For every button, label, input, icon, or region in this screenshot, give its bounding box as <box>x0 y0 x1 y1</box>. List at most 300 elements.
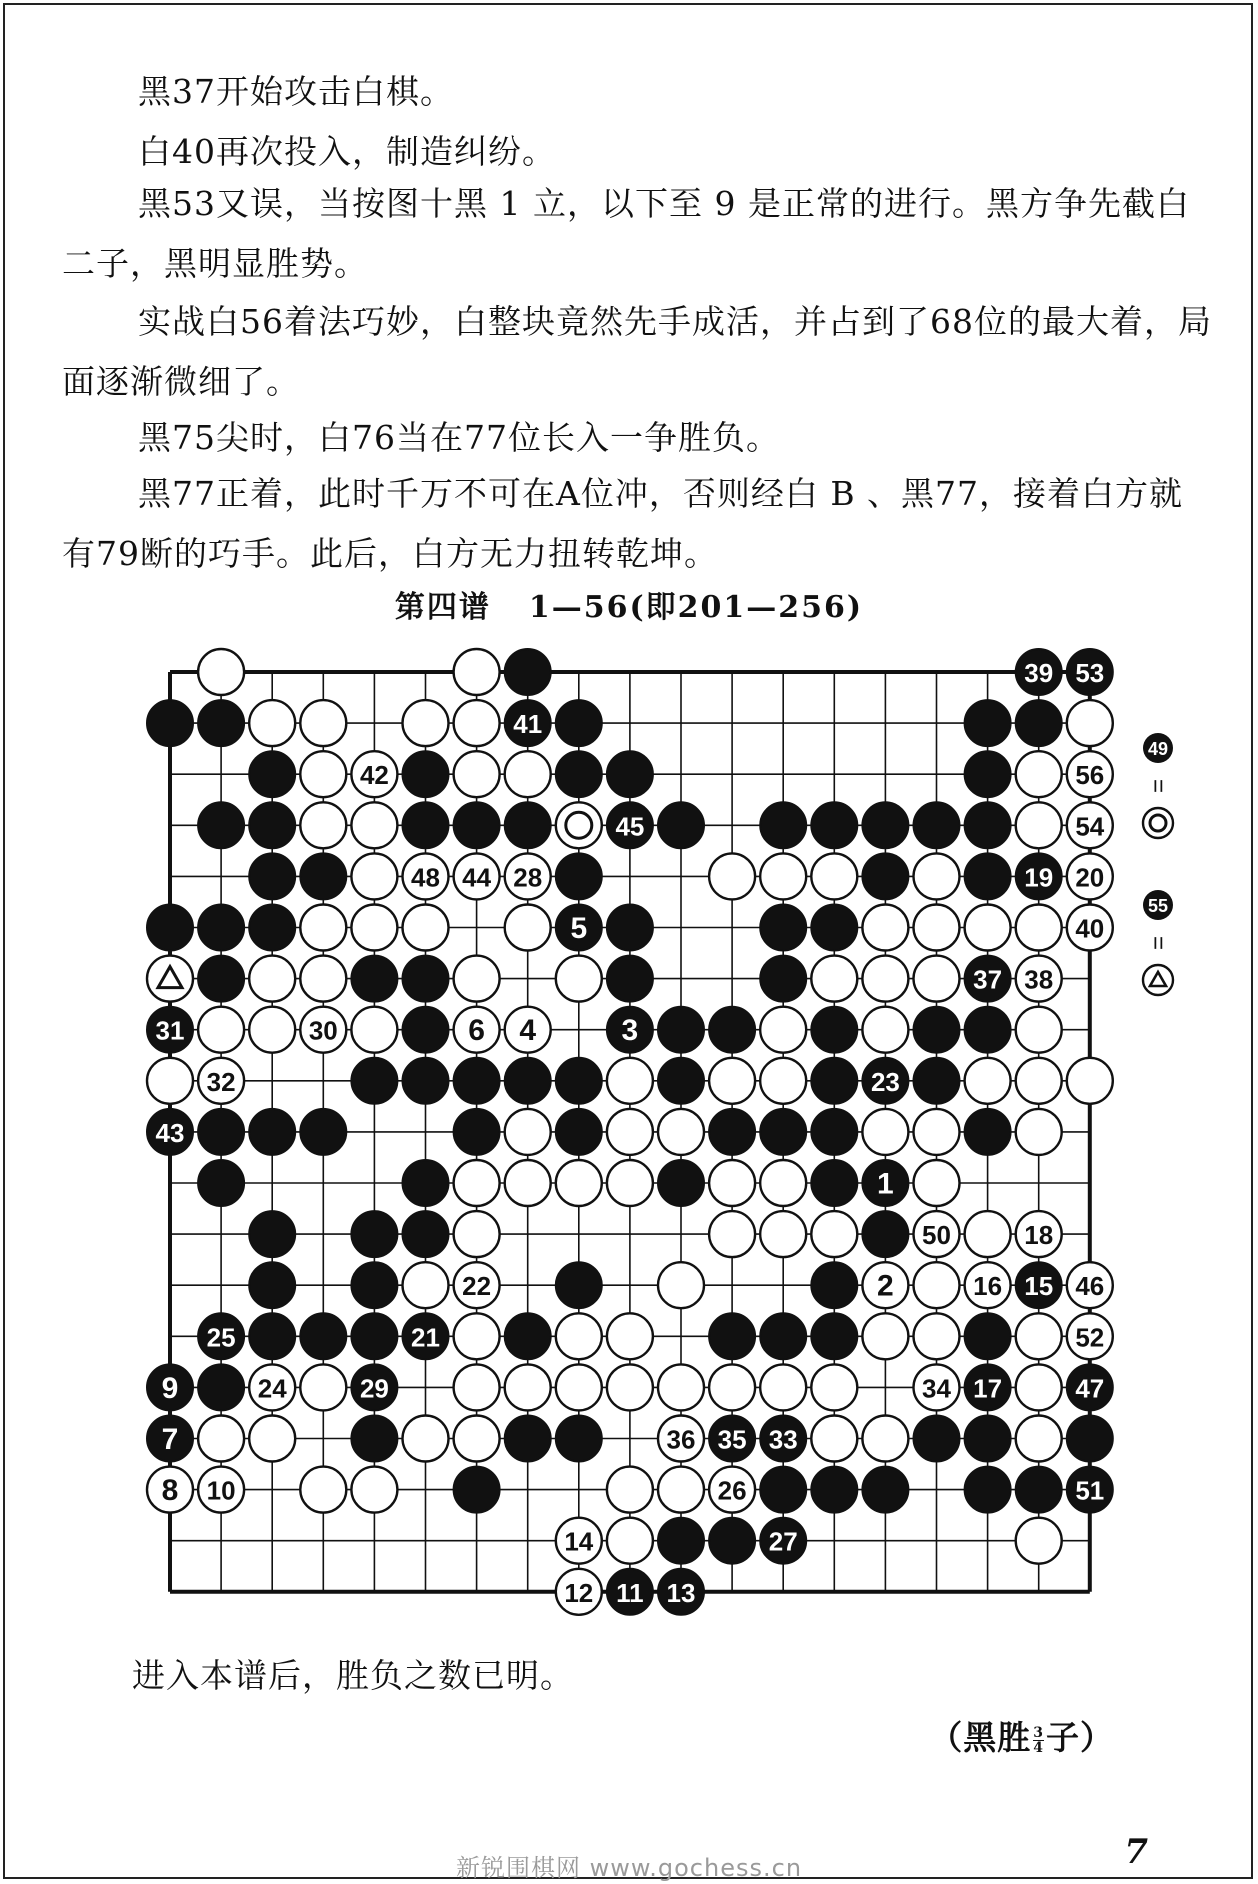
stone-number: 23 <box>870 1066 900 1097</box>
black-stone <box>965 802 1011 848</box>
black-stone <box>351 1262 397 1308</box>
stone-number: 29 <box>359 1373 389 1404</box>
stone-number: 19 <box>1024 862 1054 893</box>
white-stone <box>556 802 602 848</box>
white-stone <box>403 700 449 746</box>
white-stone <box>556 1518 602 1564</box>
stone-number: 24 <box>257 1373 287 1404</box>
white-stone <box>198 1416 244 1462</box>
white-stone <box>1067 751 1113 797</box>
stone-number: 25 <box>206 1322 236 1353</box>
white-stone <box>198 649 244 695</box>
stone-number: 10 <box>206 1475 236 1506</box>
black-stone <box>862 1211 908 1257</box>
white-stone <box>300 751 346 797</box>
black-stone <box>454 802 500 848</box>
white-stone <box>454 649 500 695</box>
white-stone <box>760 853 806 899</box>
black-stone <box>811 905 857 951</box>
black-stone <box>249 1262 295 1308</box>
stone-number: 50 <box>922 1220 951 1251</box>
white-stone <box>1016 956 1062 1002</box>
black-stone <box>607 905 653 951</box>
black-stone <box>965 1313 1011 1359</box>
black-stone <box>556 1109 602 1155</box>
stone-number: 56 <box>1075 760 1105 791</box>
black-stone <box>1016 1262 1062 1308</box>
white-stone <box>147 1058 193 1104</box>
white-stone <box>556 1160 602 1206</box>
white-stone <box>760 1364 806 1410</box>
white-stone <box>862 1262 908 1308</box>
stone-number: 37 <box>973 964 1003 995</box>
white-stone <box>556 1569 602 1615</box>
stone-number: 8 <box>161 1474 179 1508</box>
black-stone <box>709 1416 755 1462</box>
white-stone <box>862 1109 908 1155</box>
black-stone <box>914 802 960 848</box>
board-stones <box>147 649 1113 1615</box>
white-stone <box>249 1416 295 1462</box>
white-stone <box>658 1416 704 1462</box>
white-stone <box>811 853 857 899</box>
white-stone <box>198 1007 244 1053</box>
stone-number: 30 <box>308 1015 338 1046</box>
black-stone <box>198 1109 244 1155</box>
white-stone <box>351 1007 397 1053</box>
white-stone <box>965 1058 1011 1104</box>
white-stone <box>709 1058 755 1104</box>
white-stone <box>300 905 346 951</box>
stone-number: 38 <box>1024 964 1054 995</box>
black-stone <box>658 1569 704 1615</box>
black-stone <box>965 1416 1011 1462</box>
black-stone <box>811 1313 857 1359</box>
side-notes <box>1143 733 1173 995</box>
stone-number: 47 <box>1075 1373 1105 1404</box>
black-stone <box>351 1211 397 1257</box>
black-stone <box>1067 1467 1113 1513</box>
white-stone <box>454 956 500 1002</box>
black-stone <box>556 751 602 797</box>
white-stone <box>1016 1313 1062 1359</box>
black-stone <box>403 1211 449 1257</box>
black-stone <box>862 802 908 848</box>
white-stone <box>607 1109 653 1155</box>
white-stone <box>505 905 551 951</box>
black-stone <box>556 905 602 951</box>
white-stone <box>505 1007 551 1053</box>
black-stone <box>403 751 449 797</box>
figure-range: 1—56(即201—256) <box>528 590 864 625</box>
paragraph-4: 实战白56着法巧妙，白整块竟然先手成活，并占到了68位的最大着，局面逐渐微细了。 <box>62 302 1212 401</box>
stone-number: 7 <box>161 1423 179 1456</box>
white-stone <box>300 1364 346 1410</box>
black-stone <box>147 1007 193 1053</box>
white-stone <box>556 1364 602 1410</box>
black-stone <box>556 1416 602 1462</box>
white-stone <box>1016 905 1062 951</box>
stone-number: 3 <box>621 1014 639 1048</box>
white-stone <box>1016 1109 1062 1155</box>
white-stone <box>658 1467 704 1513</box>
white-stone <box>351 802 397 848</box>
stone-number: 20 <box>1075 862 1105 893</box>
black-stone <box>760 1467 806 1513</box>
paragraph-6: 黑77正着，此时千万不可在A位冲，否则经白 B 、黑77，接着白方就有79断的巧手。此后，白方无力扭转乾坤。 <box>62 474 1184 573</box>
black-stone <box>862 1058 908 1104</box>
white-stone <box>454 1160 500 1206</box>
black-stone <box>249 802 295 848</box>
black-stone <box>505 1416 551 1462</box>
black-stone <box>914 1416 960 1462</box>
black-stone <box>556 853 602 899</box>
black-stone <box>658 1058 704 1104</box>
black-stone <box>811 1109 857 1155</box>
white-stone <box>760 1058 806 1104</box>
stone-number: 9 <box>161 1371 179 1405</box>
black-stone <box>760 905 806 951</box>
black-stone <box>658 802 704 848</box>
black-stone <box>811 1160 857 1206</box>
black-stone <box>454 1467 500 1513</box>
black-stone <box>709 1109 755 1155</box>
black-stone <box>1016 700 1062 746</box>
stone-number: 51 <box>1075 1475 1105 1506</box>
white-stone <box>709 1364 755 1410</box>
black-stone <box>198 1313 244 1359</box>
stone-number: 6 <box>468 1014 485 1048</box>
black-stone <box>505 649 551 695</box>
black-stone <box>351 1364 397 1410</box>
white-stone <box>760 1007 806 1053</box>
white-stone <box>607 1313 653 1359</box>
black-stone <box>914 1058 960 1104</box>
white-stone <box>249 1364 295 1410</box>
black-stone <box>607 1569 653 1615</box>
white-stone <box>1067 1058 1113 1104</box>
stone-number: 52 <box>1075 1322 1105 1353</box>
black-stone <box>403 1160 449 1206</box>
svg-text:=: = <box>1144 935 1172 951</box>
black-stone <box>862 1160 908 1206</box>
white-stone <box>300 802 346 848</box>
white-stone <box>607 1467 653 1513</box>
black-stone <box>965 1364 1011 1410</box>
black-stone <box>403 956 449 1002</box>
black-stone <box>300 1313 346 1359</box>
white-stone <box>607 1518 653 1564</box>
paragraph-5: 黑75尖时，白76当在77位长入一争胜负。 <box>138 418 780 457</box>
white-stone <box>811 1416 857 1462</box>
white-stone <box>1016 751 1062 797</box>
stone-number: 4 <box>519 1014 537 1048</box>
white-stone <box>1067 905 1113 951</box>
black-stone <box>505 802 551 848</box>
stone-number: 46 <box>1075 1271 1105 1302</box>
after-text: 进入本谱后，胜负之数已明。 <box>132 1656 574 1695</box>
stone-number: 36 <box>666 1424 696 1455</box>
stone-number: 22 <box>462 1271 492 1302</box>
white-stone <box>914 1364 960 1410</box>
black-stone <box>249 751 295 797</box>
black-stone <box>811 1007 857 1053</box>
white-stone <box>147 1467 193 1513</box>
white-stone <box>454 1007 500 1053</box>
paragraph-2: 白40再次投入，制造纠纷。 <box>138 132 556 171</box>
black-stone <box>1067 649 1113 695</box>
black-stone <box>965 700 1011 746</box>
white-stone <box>403 905 449 951</box>
black-stone <box>760 1109 806 1155</box>
black-stone <box>147 905 193 951</box>
black-stone <box>1016 649 1062 695</box>
white-stone <box>760 1160 806 1206</box>
white-stone <box>300 956 346 1002</box>
black-stone <box>965 853 1011 899</box>
stone-number: 44 <box>462 862 492 893</box>
white-stone <box>249 1007 295 1053</box>
white-stone <box>454 1416 500 1462</box>
result-fraction: $\frac{3}{4}$ <box>1033 1724 1044 1756</box>
white-stone <box>403 1416 449 1462</box>
white-stone <box>709 1211 755 1257</box>
black-stone <box>862 853 908 899</box>
black-stone <box>505 700 551 746</box>
white-stone <box>862 905 908 951</box>
stone-number: 32 <box>206 1066 236 1097</box>
white-stone <box>249 700 295 746</box>
black-stone <box>198 700 244 746</box>
white-stone <box>1016 1518 1062 1564</box>
black-stone <box>811 1262 857 1308</box>
white-stone <box>862 1313 908 1359</box>
stone-number: 5 <box>570 912 588 945</box>
white-stone <box>658 1262 704 1308</box>
black-stone <box>249 853 295 899</box>
stone-number: 45 <box>615 811 645 842</box>
white-stone <box>965 905 1011 951</box>
white-stone <box>811 1211 857 1257</box>
white-stone <box>505 1160 551 1206</box>
white-stone <box>198 1467 244 1513</box>
white-stone <box>914 1262 960 1308</box>
stone-number: 16 <box>973 1271 1003 1302</box>
white-stone <box>147 956 193 1002</box>
black-stone <box>811 802 857 848</box>
black-stone <box>862 1467 908 1513</box>
black-stone <box>351 1416 397 1462</box>
black-stone <box>403 1058 449 1104</box>
stone-number: 41 <box>513 709 543 740</box>
black-stone <box>1067 1416 1113 1462</box>
white-stone <box>556 956 602 1002</box>
black-stone <box>760 1518 806 1564</box>
stone-number: 13 <box>666 1577 696 1608</box>
black-stone <box>505 1058 551 1104</box>
side-note <box>1143 733 1173 838</box>
black-stone <box>811 1058 857 1104</box>
white-stone <box>300 700 346 746</box>
black-stone <box>811 1467 857 1513</box>
black-stone <box>556 1262 602 1308</box>
svg-text:55: 55 <box>1147 896 1169 916</box>
figure-title: 第四谱 <box>394 590 491 625</box>
stone-number: 53 <box>1075 658 1105 688</box>
white-stone <box>556 1313 602 1359</box>
stone-number: 18 <box>1024 1220 1054 1251</box>
black-stone <box>1016 1467 1062 1513</box>
white-stone <box>1016 1007 1062 1053</box>
black-stone <box>351 1313 397 1359</box>
white-stone <box>505 853 551 899</box>
stone-number: 1 <box>877 1167 894 1201</box>
black-stone <box>556 700 602 746</box>
white-stone <box>454 751 500 797</box>
white-stone <box>914 1109 960 1155</box>
black-stone <box>760 1416 806 1462</box>
white-stone <box>607 1364 653 1410</box>
white-stone <box>505 1109 551 1155</box>
black-stone <box>351 956 397 1002</box>
white-stone <box>454 1211 500 1257</box>
black-stone <box>198 1160 244 1206</box>
white-stone <box>658 1109 704 1155</box>
white-stone <box>249 956 295 1002</box>
white-stone <box>658 1364 704 1410</box>
black-stone <box>607 751 653 797</box>
black-stone <box>300 1109 346 1155</box>
white-stone <box>1016 1364 1062 1410</box>
black-stone <box>760 802 806 848</box>
white-stone <box>1016 1416 1062 1462</box>
result-text: （黑胜 $\frac{3}{4}$ 子） <box>929 1718 1114 1757</box>
white-stone <box>454 1262 500 1308</box>
stone-number: 31 <box>155 1015 185 1046</box>
black-stone <box>965 1467 1011 1513</box>
white-stone <box>914 1211 960 1257</box>
black-stone <box>760 1313 806 1359</box>
white-stone <box>914 905 960 951</box>
black-stone <box>300 853 346 899</box>
white-stone <box>709 1467 755 1513</box>
black-stone <box>249 1313 295 1359</box>
black-stone <box>1067 1364 1113 1410</box>
white-stone <box>1016 1211 1062 1257</box>
white-stone <box>403 853 449 899</box>
white-stone <box>965 1211 1011 1257</box>
watermark: 新锐围棋网 www.gochess.cn <box>455 1854 803 1882</box>
stone-number: 43 <box>155 1117 185 1148</box>
stone-number: 40 <box>1075 913 1105 944</box>
stone-number: 14 <box>564 1526 594 1557</box>
black-stone <box>965 751 1011 797</box>
white-stone <box>300 1007 346 1053</box>
white-stone <box>351 1467 397 1513</box>
white-stone <box>607 1160 653 1206</box>
white-stone <box>914 1313 960 1359</box>
black-stone <box>658 1518 704 1564</box>
black-stone <box>965 956 1011 1002</box>
black-stone <box>351 1058 397 1104</box>
black-stone <box>658 1007 704 1053</box>
black-stone <box>147 1109 193 1155</box>
black-stone <box>147 1416 193 1462</box>
white-stone <box>198 1058 244 1104</box>
side-note <box>1143 890 1173 995</box>
white-stone <box>454 1364 500 1410</box>
stone-number: 27 <box>768 1526 798 1557</box>
paragraph-1: 黑37开始攻击白棋。 <box>138 72 454 111</box>
stone-number: 2 <box>877 1269 894 1303</box>
page-number: 7 <box>1124 1832 1148 1872</box>
stone-number: 35 <box>717 1424 747 1455</box>
stone-number: 11 <box>616 1577 644 1608</box>
black-stone <box>454 1109 500 1155</box>
white-stone <box>811 956 857 1002</box>
black-stone <box>760 956 806 1002</box>
stone-number: 39 <box>1024 658 1054 688</box>
white-stone <box>760 1211 806 1257</box>
black-stone <box>147 700 193 746</box>
black-stone <box>556 1058 602 1104</box>
white-stone <box>1067 1313 1113 1359</box>
white-stone <box>1067 802 1113 848</box>
black-stone <box>403 1007 449 1053</box>
white-stone <box>351 751 397 797</box>
white-stone <box>914 853 960 899</box>
stone-number: 34 <box>922 1373 951 1404</box>
white-stone <box>709 1160 755 1206</box>
black-stone <box>1016 853 1062 899</box>
svg-text:=: = <box>1144 778 1172 794</box>
white-stone <box>1016 1058 1062 1104</box>
stone-number: 33 <box>768 1424 798 1455</box>
black-stone <box>607 802 653 848</box>
white-stone <box>351 853 397 899</box>
stone-number: 21 <box>411 1322 440 1353</box>
black-stone <box>607 1007 653 1053</box>
white-stone <box>454 853 500 899</box>
stone-number: 48 <box>411 862 440 893</box>
white-stone <box>1016 802 1062 848</box>
black-stone <box>709 1313 755 1359</box>
black-stone <box>198 905 244 951</box>
white-stone <box>862 956 908 1002</box>
white-stone <box>914 956 960 1002</box>
white-stone <box>300 1467 346 1513</box>
black-stone <box>403 1313 449 1359</box>
stone-number: 42 <box>359 760 389 791</box>
white-stone <box>1067 700 1113 746</box>
white-stone <box>505 1364 551 1410</box>
black-stone <box>914 1007 960 1053</box>
white-stone <box>1067 853 1113 899</box>
white-stone <box>454 700 500 746</box>
black-stone <box>198 802 244 848</box>
black-stone <box>965 1007 1011 1053</box>
black-stone <box>709 1007 755 1053</box>
stone-number: 28 <box>513 862 543 893</box>
black-stone <box>249 1211 295 1257</box>
black-stone <box>709 1518 755 1564</box>
black-stone <box>403 802 449 848</box>
black-stone <box>198 956 244 1002</box>
white-stone <box>811 1364 857 1410</box>
black-stone <box>198 1364 244 1410</box>
black-stone <box>658 1160 704 1206</box>
black-stone <box>454 1058 500 1104</box>
